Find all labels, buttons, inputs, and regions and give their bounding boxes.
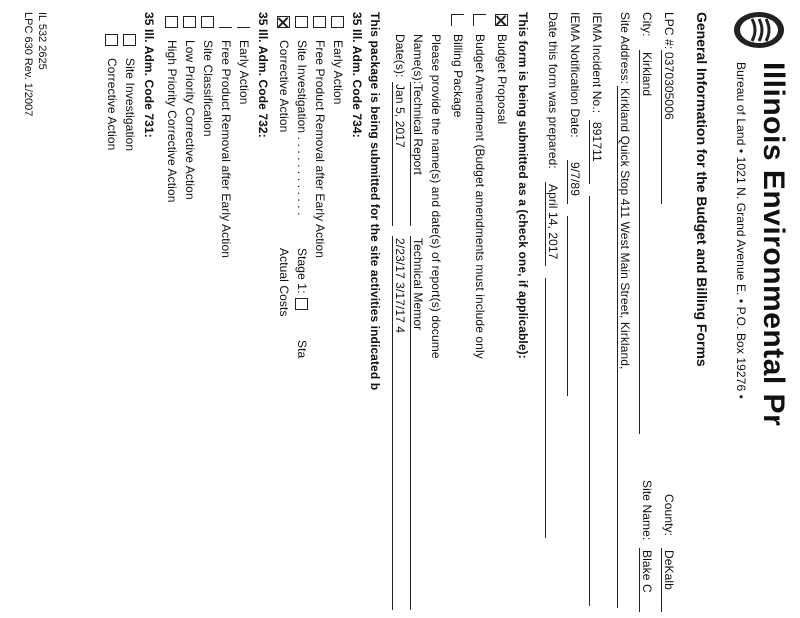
budget-proposal-checkbox[interactable] [495, 14, 508, 26]
budget-amendment-label: Budget Amendment (Budget amendments must include only [473, 34, 487, 359]
code734-heading: 35 Ill. Adm. Code 734: [350, 12, 364, 138]
code734-corrective-action-checkbox[interactable] [277, 16, 290, 28]
code732-site-classification-checkbox[interactable] [201, 16, 214, 28]
names-label: Name(s): [411, 34, 425, 85]
rule-line [545, 278, 546, 538]
iema-notification-field[interactable]: 9/7/89 [567, 160, 582, 204]
site-address-field[interactable]: Kirkland Quick Stop 411 West Main Street, Kirkland, [617, 86, 632, 608]
code732-item: Free Product Removal after Early Action [219, 40, 233, 258]
code731-item: Site Investigation [123, 58, 137, 152]
city-label: City: [640, 12, 654, 37]
site-name-field[interactable]: Blake C [639, 548, 654, 612]
provide-instructions: Please provide the name(s) and date(s) of report(s) docume [429, 34, 443, 359]
code732-high-priority-checkbox[interactable] [165, 16, 178, 28]
code731-site-investigation-checkbox[interactable] [123, 34, 136, 46]
illinois-epa-logo [732, 10, 786, 50]
code731-corrective-action-checkbox[interactable] [105, 34, 118, 46]
code732-item: High Priority Corrective Action [165, 40, 179, 203]
code734-free-product-checkbox[interactable] [313, 16, 326, 28]
stage-label: Stage 1: [295, 248, 309, 294]
rule-line [567, 216, 568, 396]
report-name-2[interactable]: Technical Memor [410, 236, 425, 610]
dates-label: Date(s): [393, 34, 407, 78]
code731-heading: 35 Ill. Adm. Code 731: [142, 12, 156, 138]
code732-heading: 35 Ill. Adm. Code 732: [256, 12, 270, 138]
report-date-1[interactable]: Jan 5, 2017 [392, 82, 407, 226]
code732-item: Low Priority Corrective Action [183, 40, 197, 200]
actual-costs-label: Actual Costs [277, 248, 291, 317]
stage-label-cut: Sta [295, 340, 309, 359]
code732-early-action-checkbox[interactable] [237, 16, 250, 28]
code732-item: Early Action [237, 40, 251, 105]
prepared-field[interactable]: April 14, 2017 [545, 182, 560, 266]
billing-package-label: Billing Package [451, 34, 465, 118]
agency-address: Bureau of Land • 1021 N. Grand Avenue E. • P.O. Box 19276 • [734, 62, 748, 399]
stage-1-checkbox[interactable] [295, 298, 308, 310]
code734-site-investigation-checkbox[interactable] [295, 16, 308, 28]
iema-notification-label: IEMA Notification Date: [568, 12, 582, 138]
iema-incident-field[interactable]: 891711 [589, 120, 604, 184]
code734-item: Free Product Removal after Early Action [313, 40, 327, 258]
code734-item: Site Investigation . . . . . . . . . . . . [295, 40, 309, 216]
agency-title: Illinois Environmental Pr [757, 62, 790, 427]
code732-free-product-checkbox[interactable] [219, 16, 232, 28]
budget-proposal-label: Budget Proposal [495, 34, 509, 125]
iema-incident-label: IEMA Incident No.: [590, 12, 604, 114]
code734-item: Early Action [331, 40, 345, 105]
form-id: IL 532 2625 [36, 12, 48, 70]
rule-line [589, 196, 590, 606]
city-field[interactable]: Kirkland [639, 50, 654, 434]
site-name-label: Site Name: [640, 480, 654, 541]
form-heading: General Information for the Budget and Billing Forms [694, 12, 710, 367]
form-revision: LPC 630 Rev. 1/2007 [22, 12, 34, 117]
code734-item: Corrective Action [277, 40, 291, 133]
package-heading: This package is being submitted for the site activities indicated b [368, 12, 382, 391]
report-date-2[interactable]: 2/23/17 3/17/17 4 [392, 236, 407, 610]
budget-amendment-checkbox[interactable] [473, 14, 486, 26]
code732-low-priority-checkbox[interactable] [183, 16, 196, 28]
code731-item: Corrective Action [105, 58, 119, 151]
code732-item: Site Classification [201, 40, 215, 137]
billing-package-checkbox[interactable] [451, 14, 464, 26]
submitted-heading: This form is being submitted as a (check one, if applicable): [516, 12, 530, 359]
site-address-label: Site Address: [618, 12, 632, 85]
county-field[interactable]: DeKalb [661, 548, 676, 612]
county-label: County: [662, 494, 676, 537]
prepared-label: Date this form was prepared: [546, 12, 560, 169]
code734-early-action-checkbox[interactable] [331, 16, 344, 28]
lpc-label: LPC #: [662, 12, 676, 50]
report-name-1[interactable]: Technical Report [410, 82, 425, 226]
lpc-field[interactable]: 0370305006 [661, 50, 676, 204]
